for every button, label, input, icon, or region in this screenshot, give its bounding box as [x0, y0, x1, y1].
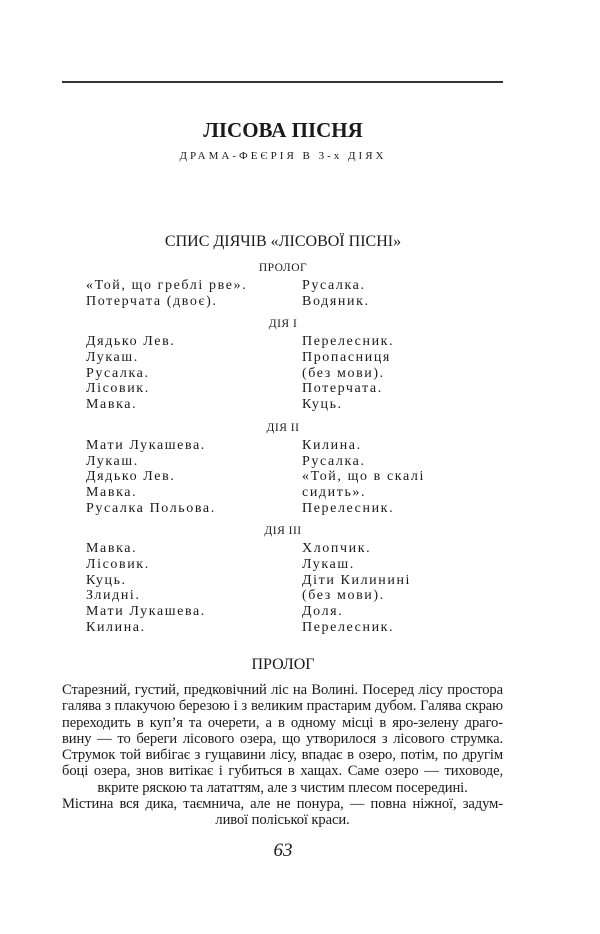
character-left: «Той, що греблі рве».	[86, 278, 248, 293]
character-right: Лукаш.	[302, 556, 355, 572]
cast-section	[86, 420, 446, 516]
character-left: Мати Лукашева.	[86, 437, 206, 453]
cast-row	[86, 620, 446, 636]
character-right: Хлопчик.	[302, 541, 372, 557]
cast-row	[86, 604, 446, 620]
character-right: Діти Килинині	[302, 572, 412, 588]
page-number: 63	[273, 840, 293, 861]
cast-section-heading: ДІЯ I	[268, 318, 298, 331]
character-right: сидить».	[302, 484, 367, 500]
character-right: Перелесник.	[302, 500, 395, 516]
cast-row	[86, 573, 446, 589]
cast-section	[86, 523, 446, 635]
character-right: (без мови).	[302, 588, 385, 604]
character-left: Лісовик.	[86, 556, 150, 572]
character-right: Куць.	[302, 397, 343, 413]
character-left: Лісовик.	[86, 381, 150, 397]
cast-section	[86, 316, 446, 412]
prose-line: Старезний, густий, предковічний ліс на Волині. Посеред лісу простора	[62, 682, 503, 698]
prose-line: вину — то береги лісового озера, що утворилося з лісового струмка.	[62, 730, 503, 747]
character-right: Русалка.	[302, 278, 366, 293]
character-left: Мавка.	[86, 484, 138, 500]
character-right: Килина.	[302, 437, 362, 453]
cast-row	[86, 557, 446, 573]
character-left: Русалка Польова.	[86, 500, 216, 516]
character-left: Потерчата (двоє).	[86, 293, 218, 309]
cast-row	[86, 501, 446, 517]
play-title: ЛІСОВА ПІСНЯ	[203, 118, 363, 142]
cast-row	[86, 366, 446, 382]
character-left: Дядько Лев.	[86, 469, 176, 485]
cast-row	[86, 334, 446, 350]
character-right: Пропасниця	[302, 350, 391, 366]
character-left: Куць.	[86, 572, 127, 588]
cast-row	[86, 350, 446, 366]
cast-row	[86, 541, 446, 557]
cast-row	[86, 588, 446, 604]
prose-line: Містина вся дика, таємнича, але не понура, — повна ніжної, задум-	[62, 796, 503, 813]
character-left: Дядько Лев.	[86, 334, 176, 350]
cast-row	[86, 485, 446, 501]
cast-row	[86, 438, 446, 454]
prolog-text	[62, 682, 503, 829]
character-right: Перелесник.	[302, 334, 395, 350]
prose-line: галява з плакучою березою і з великим прастарим дубом. Галява скраю	[62, 698, 503, 715]
prose-line: вкрите ряскою та лататтям, але з чистим плесом посередині.	[97, 779, 468, 796]
cast-row	[86, 454, 446, 470]
character-right: (без мови).	[302, 365, 385, 381]
character-right: Русалка.	[302, 453, 366, 469]
character-right: Водяник.	[302, 293, 370, 309]
prolog-heading: ПРОЛОГ	[251, 656, 315, 673]
character-left: Русалка.	[86, 365, 150, 381]
character-left: Лукаш.	[86, 453, 139, 469]
cast-section	[86, 260, 446, 309]
character-right: Перелесник.	[302, 619, 395, 635]
cast-row	[86, 469, 446, 485]
character-right: Потерчата.	[302, 381, 383, 397]
character-left: Лукаш.	[86, 350, 139, 366]
character-left: Мавка.	[86, 397, 138, 413]
cast-section-heading: ДІЯ II	[266, 421, 300, 434]
character-right: Доля.	[302, 604, 344, 619]
character-left: Мавка.	[86, 541, 138, 557]
cast-section-heading: ДІЯ III	[264, 525, 302, 538]
prose-line: боці озера, знов витікає і губиться в хащах. Саме озеро — тиховоде,	[62, 763, 503, 780]
cast-row	[86, 381, 446, 397]
character-left: Злидні.	[86, 588, 141, 604]
cast-row	[86, 397, 446, 413]
character-right: «Той, що в скалі	[302, 469, 425, 485]
prose-line: Струмок той вибігає з гущавини лісу, впадає в озеро, потім, по другім	[62, 747, 503, 764]
prose-line: переходить в куп’я та очерети, а в одному місці в яро-зелену драго-	[62, 714, 503, 731]
prose-line: ливої поліської краси.	[215, 812, 350, 829]
play-subtitle: ДРАМА-ФЕЄРІЯ В 3-х ДІЯХ	[179, 150, 387, 162]
character-left: Килина.	[86, 619, 146, 635]
cast-list	[86, 260, 446, 642]
cast-row	[86, 278, 446, 294]
cast-row	[86, 294, 446, 310]
cast-heading: СПИС ДІЯЧІВ «ЛІСОВОЇ ПІСНІ»	[164, 233, 402, 250]
character-left: Мати Лукашева.	[86, 604, 206, 619]
cast-section-heading: ПРОЛОГ	[258, 262, 308, 274]
header-rule	[62, 81, 503, 83]
